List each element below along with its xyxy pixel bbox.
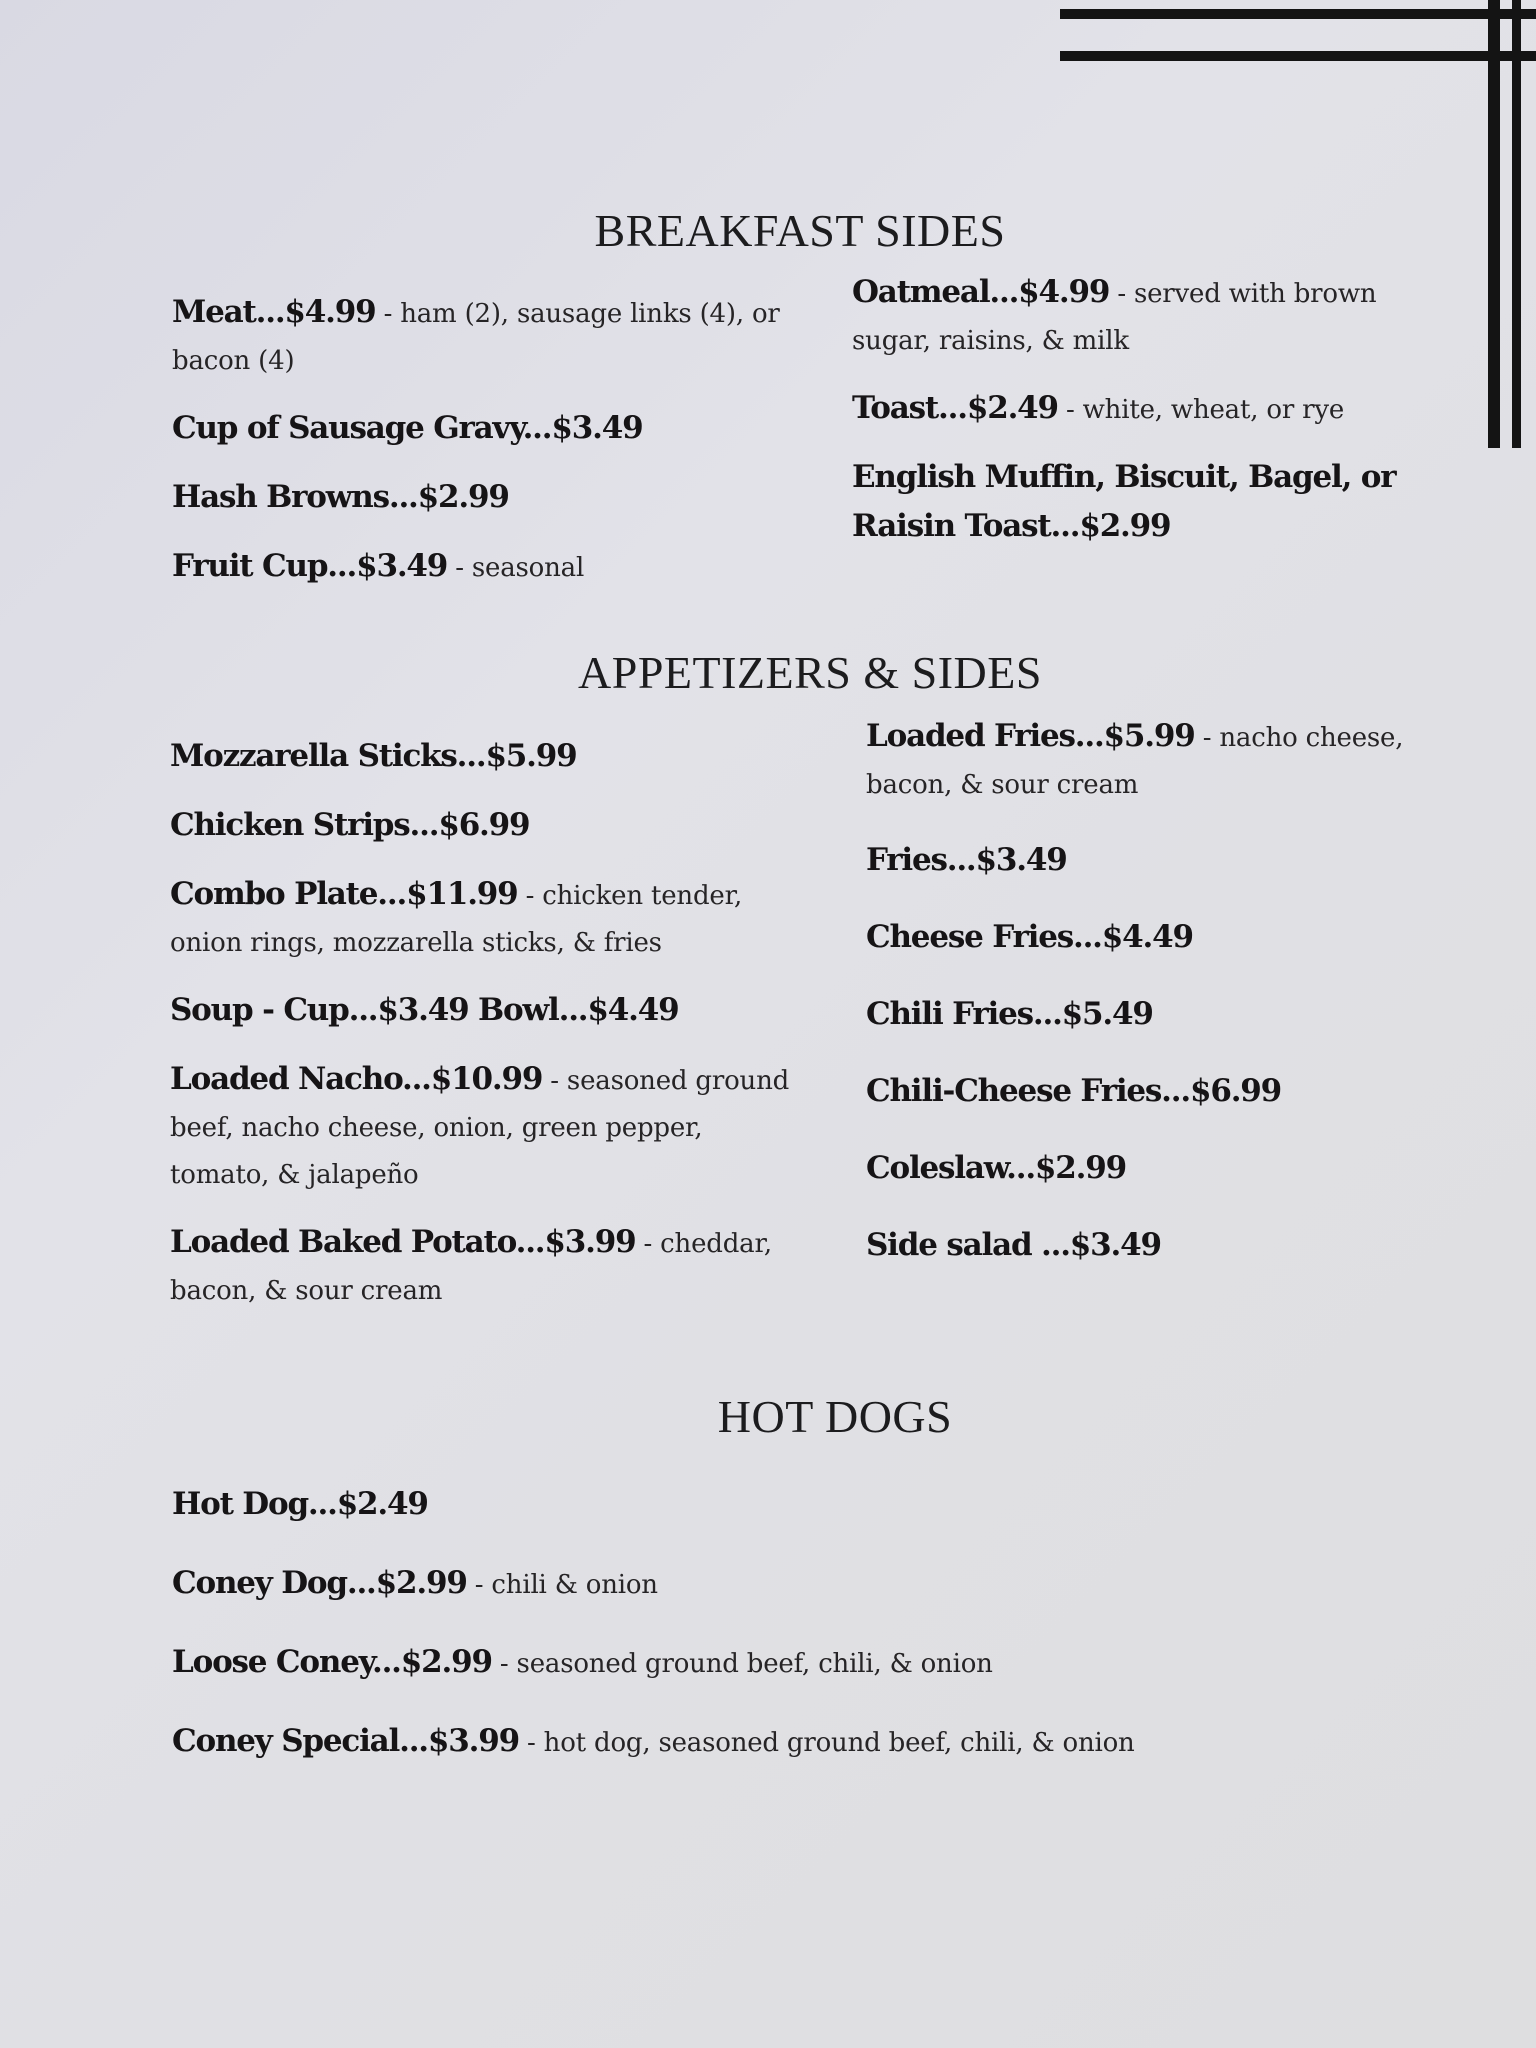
section-title-breakfast-sides: BREAKFAST SIDES bbox=[594, 205, 1006, 256]
menu-item-fries bbox=[866, 838, 1426, 887]
appetizers-right-column bbox=[866, 714, 1426, 1272]
section-title-appetizers-sides: APPETIZERS & SIDES bbox=[578, 647, 1042, 698]
appetizers-left-column bbox=[170, 734, 790, 1316]
menu-item-oatmeal bbox=[852, 270, 1412, 366]
item-name: Coney Special...$3.99 bbox=[172, 1723, 519, 1759]
item-name: Hash Browns...$2.99 bbox=[172, 479, 509, 515]
menu-item-meat bbox=[172, 290, 792, 386]
item-name: Loose Coney...$2.99 bbox=[172, 1644, 492, 1680]
item-name: Cup of Sausage Gravy...$3.49 bbox=[172, 410, 643, 446]
item-description: - cheddar, bacon, & sour cream bbox=[170, 1229, 772, 1306]
menu-item-fruit-cup bbox=[172, 544, 792, 593]
item-description: - hot dog, seasoned ground beef, chili, & onion bbox=[518, 1728, 1135, 1758]
item-name: Coney Dog...$2.99 bbox=[172, 1565, 467, 1601]
menu-item-sausage-gravy bbox=[172, 406, 792, 455]
item-name: Combo Plate...$11.99 bbox=[170, 876, 518, 912]
item-description: - seasonal bbox=[447, 553, 585, 583]
item-name: Fries...$3.49 bbox=[866, 842, 1067, 878]
item-description: - served with brown sugar, raisins, & milk bbox=[852, 279, 1377, 356]
menu-item-chili-cheese-fries bbox=[866, 1069, 1426, 1118]
menu-item-coney-special bbox=[172, 1719, 1422, 1768]
menu-item-hash-browns bbox=[172, 475, 792, 524]
item-name: English Muffin, Biscuit, Bagel, or Raisin Toast...$2.99 bbox=[852, 459, 1396, 544]
decorative-line-second bbox=[1060, 51, 1536, 61]
hot-dogs-column bbox=[172, 1482, 1422, 1768]
menu-item-loose-coney bbox=[172, 1640, 1422, 1689]
menu-item-mozzarella-sticks bbox=[170, 734, 790, 783]
menu-item-toast bbox=[852, 386, 1412, 435]
menu-item-coleslaw bbox=[866, 1146, 1426, 1195]
item-name: Chicken Strips...$6.99 bbox=[170, 807, 530, 843]
item-description: - ham (2), sausage links (4), or bacon (4) bbox=[172, 299, 780, 376]
item-description: - chicken tender, onion rings, mozzarella sticks, & fries bbox=[170, 881, 743, 958]
item-name: Loaded Baked Potato...$3.99 bbox=[170, 1224, 636, 1260]
item-name: Toast...$2.49 bbox=[852, 390, 1058, 426]
breakfast-sides-right-column bbox=[852, 270, 1412, 553]
item-name: Mozzarella Sticks...$5.99 bbox=[170, 738, 577, 774]
item-name: Hot Dog...$2.49 bbox=[172, 1486, 428, 1522]
item-name: Fruit Cup...$3.49 bbox=[172, 548, 448, 584]
section-title-hot-dogs: HOT DOGS bbox=[717, 1391, 953, 1442]
menu-item-chicken-strips bbox=[170, 803, 790, 852]
item-name: Chili Fries...$5.49 bbox=[866, 996, 1153, 1032]
item-name: Chili-Cheese Fries...$6.99 bbox=[866, 1073, 1282, 1109]
item-name: Coleslaw...$2.99 bbox=[866, 1150, 1126, 1186]
menu-item-loaded-nacho bbox=[170, 1057, 790, 1200]
item-name: Side salad ...$3.49 bbox=[866, 1227, 1161, 1263]
item-name: Cheese Fries...$4.49 bbox=[866, 919, 1193, 955]
item-description: - seasoned ground beef, chili, & onion bbox=[491, 1649, 993, 1679]
menu-item-chili-fries bbox=[866, 992, 1426, 1041]
item-description: - seasoned ground beef, nacho cheese, onion, green pepper, tomato, & jalapeño bbox=[170, 1066, 790, 1190]
item-name: Soup - Cup...$3.49 Bowl...$4.49 bbox=[170, 992, 679, 1028]
menu-item-soup bbox=[170, 988, 790, 1037]
menu-item-cheese-fries bbox=[866, 915, 1426, 964]
menu-item-coney-dog bbox=[172, 1561, 1422, 1610]
menu-item-side-salad bbox=[866, 1223, 1426, 1272]
item-description: - nacho cheese, bacon, & sour cream bbox=[866, 723, 1404, 800]
item-name: Loaded Nacho...$10.99 bbox=[170, 1061, 543, 1097]
item-name: Oatmeal...$4.99 bbox=[852, 274, 1110, 310]
menu-item-combo-plate bbox=[170, 872, 790, 968]
item-name: Loaded Fries...$5.99 bbox=[866, 718, 1195, 754]
decorative-line-top bbox=[1060, 9, 1536, 19]
item-name: Meat...$4.99 bbox=[172, 294, 376, 330]
menu-item-loaded-baked-potato bbox=[170, 1220, 790, 1316]
menu-item-loaded-fries bbox=[866, 714, 1426, 810]
menu-item-hot-dog bbox=[172, 1482, 1422, 1531]
breakfast-sides-left-column bbox=[172, 290, 792, 593]
item-description: - white, wheat, or rye bbox=[1057, 395, 1345, 425]
menu-item-english-muffin bbox=[852, 455, 1412, 553]
item-description: - chili & onion bbox=[466, 1570, 658, 1600]
